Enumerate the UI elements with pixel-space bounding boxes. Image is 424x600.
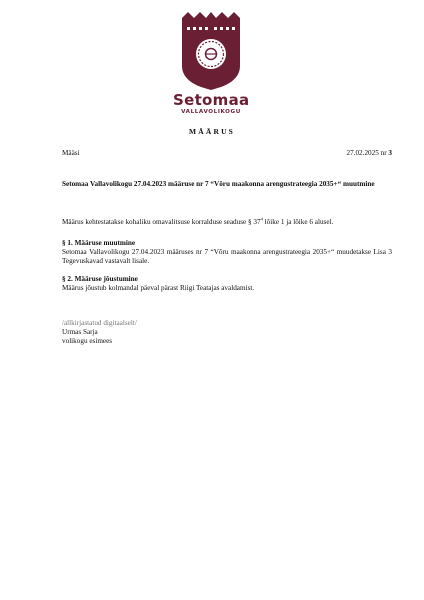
setomaa-logo xyxy=(173,8,250,120)
logo-wordmark: Setomaa xyxy=(173,91,250,109)
section-1 xyxy=(62,239,392,266)
signature-note: /allkirjastatud digitaalselt/ xyxy=(62,319,137,327)
section-1-heading: § 1. Määruse muutmine xyxy=(62,239,136,247)
signer-name: Urmas Sarja xyxy=(62,328,98,336)
place: Määsi xyxy=(62,149,80,157)
section-1-text: Setomaa Vallavolikogu 27.04.2023 määruses nr 7 “Võru maakonna arengustrateegia 2035+“ muudetakse Lisa 3 Tegevuskavad vastavalt lisale. xyxy=(62,248,392,265)
signer-role: volikogu esimees xyxy=(62,337,113,345)
legal-basis-text: Määrus kehtestatakse kohaliku omavalitsuse korralduse seaduse § 37 xyxy=(62,218,261,226)
document-date: 27.02.2025 nr xyxy=(346,149,387,157)
section-2-heading: § 2. Määruse jõustumine xyxy=(62,275,138,283)
legal-basis-text-end: lõike 1 ja lõike 6 alusel. xyxy=(262,218,334,226)
legal-basis xyxy=(62,218,392,227)
date-number xyxy=(346,149,392,157)
section-2 xyxy=(62,275,392,293)
document-type: MÄÄRUS xyxy=(188,127,236,136)
logo-subtitle: VALLAVOLIKOGU xyxy=(181,109,241,115)
document-number: 3 xyxy=(388,149,392,157)
section-2-text: Määrus jõustub kolmandal päeval pärast Riigi Teatajas avaldamist. xyxy=(62,284,255,292)
legal-basis-sup: 4 xyxy=(260,216,263,222)
signature-block xyxy=(62,319,392,346)
document-title: Setomaa Vallavolikogu 27.04.2023 määruse nr 7 “Võru maakonna arengustrateegia 2035+“ muutmine xyxy=(62,180,375,188)
